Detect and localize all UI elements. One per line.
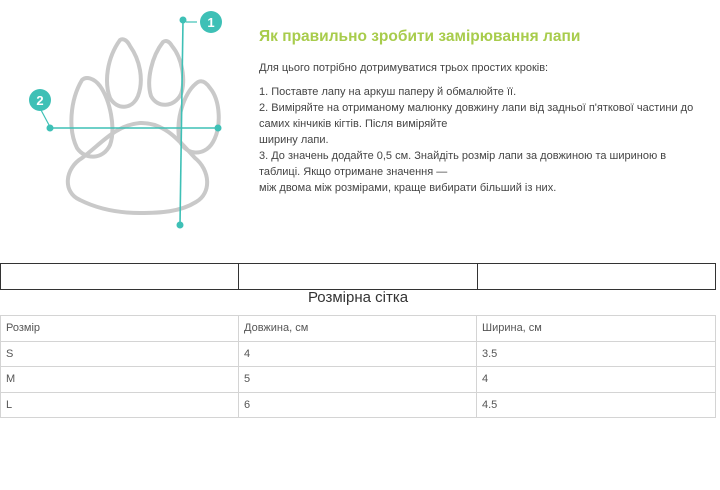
size-cell: S [1,341,239,367]
length-line-endpoint [177,222,184,229]
size-cell: M [1,367,239,393]
toe-pad-inner-left [107,39,141,107]
empty-table [0,263,716,290]
length-cell: 6 [239,392,477,418]
length-cell: 4 [239,341,477,367]
table-row [1,341,716,367]
marker-1-label: 1 [207,15,215,30]
toe-pad-right [178,81,218,152]
instruction-line: 2. Виміряйте на отриманому малюнку довжину лапи від задньої п'яткової частини до [259,102,694,114]
toe-pad-inner-right [149,41,183,105]
instruction-line: таблиці. Якщо отримане значення — [259,166,448,178]
size-chart-caption: Розмірна сітка [307,289,409,306]
table-row [1,367,716,393]
size-cell: L [1,392,239,418]
column-header-width: Ширина, см [477,316,716,342]
width-line-endpoint [215,125,222,132]
measurement-instructions [259,28,709,196]
column-header-length: Довжина, см [239,316,477,342]
table-row [1,264,716,290]
instruction-line: ширину лапи. [259,134,329,146]
marker-leader [41,110,49,125]
width-cell: 4.5 [477,392,716,418]
instruction-line: 1. Поставте лапу на аркуш паперу й обмалюйте її. [259,86,517,98]
table-header-row [1,316,716,342]
main-pad [68,123,207,213]
length-cell: 5 [239,367,477,393]
size-chart-table [0,315,716,418]
instructions-intro: Для цього потрібно дотримуватися трьох простих кроків: [259,62,549,74]
width-line-endpoint [47,125,54,132]
length-line-endpoint [180,17,187,24]
table-cell [477,264,715,290]
marker-2-label: 2 [36,93,44,108]
instruction-line: самих кінчиків кігтів. Після виміряйте [259,118,448,130]
paw-measurement-diagram [0,0,240,245]
table-row [1,392,716,418]
instruction-line: 3. До значень додайте 0,5 см. Знайдіть розмір лапи за довжиною та шириною в [259,150,667,162]
instructions-title: Як правильно зробити замірювання лапи [259,28,581,45]
table-cell [1,264,239,290]
table-cell [239,264,477,290]
column-header-size: Розмір [1,316,239,342]
width-cell: 3.5 [477,341,716,367]
instruction-line: між двома між розмірами, краще вибирати більший із них. [259,182,557,194]
width-cell: 4 [477,367,716,393]
